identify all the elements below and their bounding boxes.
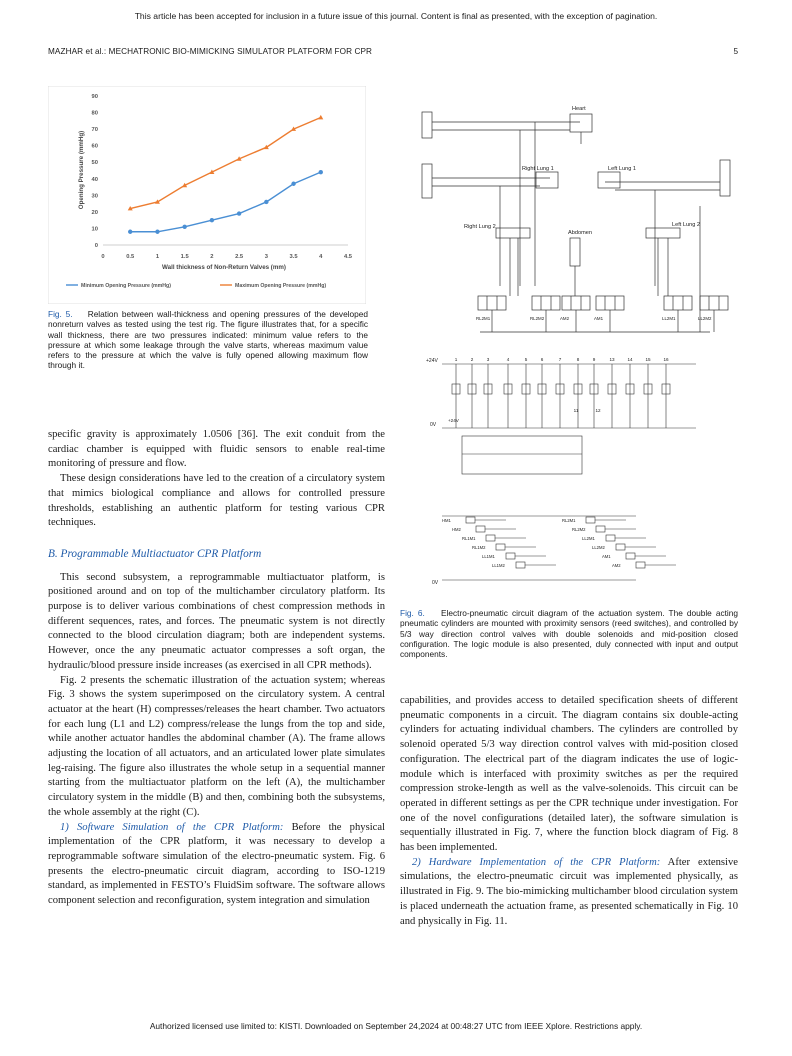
coil-label: AM1: [602, 554, 611, 559]
solenoid-coil: [516, 562, 525, 568]
valve-5-3: [664, 296, 692, 310]
paragraph-text: After extensive simulations, the electro-pneumatic circuit was implemented physically, as illustrated in Fig. 9. The bio-mimicking multichamber blood circulation system is placed underneath the actuation frame, as presented schematically in Fig. 10 and physically in Fig. 11.: [400, 856, 738, 927]
wire-number: 7: [558, 357, 562, 362]
left-lung2-cylinder: [646, 228, 680, 238]
solenoid-coil: [466, 517, 475, 523]
y-tick-label: 30: [91, 193, 98, 200]
fig5-caption: [48, 309, 368, 371]
x-tick-label: 0: [101, 254, 105, 260]
wire-number: 12: [595, 408, 601, 413]
paragraph: [48, 821, 385, 909]
subsection-heading: 2) Hardware Implementation of the CPR Platform:: [412, 856, 661, 868]
right-column: [400, 694, 738, 929]
solenoid-coil: [636, 562, 645, 568]
paragraph: Fig. 2 presents the schematic illustration of the actuation system; whereas Fig. 3 shows the system superimposed on the circulatory system. A central actuator at the heart (H) compresses/releases the heart chamber. Two actuators for each lung (L1 and L2) compress/release the lungs from the top and side, while another actuator handles the abdominal chamber (A). The frame allows adjusting the location of all actuators, and an articulated lower plate simulates leg-raising. The figure also illustrates the whole setup in a sequential manner starting from the multiactuator platform on the left (A), the multichamber circulatory system in the middle (B) and then, combining both the subsystems, the whole assembly at the right (C).: [48, 674, 385, 818]
coil-label: LL1M2: [492, 563, 505, 568]
fig5-caption-text: Relation between wall-thickness and opening pressures of the developed nonreturn valves as tested using the test rig. The figure illustrates that, for a specific wall thickness, there are two pressures indicated: minimum value refers to the pressure at which some leakage through the valve starts, whereas maximum value refers to the pressure at which the valve is fully opened allowing maximum flow through it.: [48, 309, 368, 371]
left-lung2-label: Left Lung 2: [672, 222, 700, 228]
data-point: [264, 200, 268, 204]
heart-label: Heart: [572, 106, 586, 112]
heart-cylinder: [570, 114, 592, 132]
wire-number: 9: [592, 357, 596, 362]
solenoid-coil: [606, 535, 615, 541]
coil-label: RL2M2: [572, 527, 586, 532]
valve-label: LL2M2: [698, 316, 712, 321]
v24b-label: +24V: [448, 418, 459, 423]
y-tick-label: 0: [94, 243, 98, 249]
solenoid-coil: [506, 553, 515, 559]
y-tick-label: 50: [91, 160, 98, 167]
wire-number: 13: [609, 357, 615, 362]
x-axis-label: Wall thickness of Non-Return Valves (mm): [162, 264, 286, 271]
wire-number: 16: [663, 357, 669, 362]
y-tick-label: 40: [91, 176, 98, 183]
wire-number: 2: [470, 357, 474, 362]
data-point: [182, 225, 186, 229]
subsection-heading: 1) Software Simulation of the CPR Platform:: [60, 821, 284, 833]
x-tick-label: 3.5: [289, 254, 298, 260]
wire-number: 6: [540, 357, 544, 362]
valve-5-3: [562, 296, 590, 310]
fig6-caption-text: Electro-pneumatic circuit diagram of the actuation system. The double acting pneumatic cylinders are mounted with proximity sensors (reed switches), and controlled by 5/3 way direction control valves with double solenoids and mid-position closed configuration. The logic module is also presented, duly connected with input and output components.: [400, 608, 738, 660]
footer-note: Authorized licensed use limited to: KISTI. Downloaded on September 24,2024 at 00:48:27 UTC from IEEE Xplore. Restrictions apply.: [149, 1021, 643, 1031]
fig5-line-chart: [48, 86, 366, 304]
solenoid-coil: [496, 544, 505, 550]
valve-label: AM2: [560, 316, 570, 321]
left-lung1-cylinder: [598, 172, 620, 188]
data-point: [291, 182, 295, 186]
y-tick-label: 70: [91, 127, 98, 134]
wire-number: 14: [627, 357, 633, 362]
fig6-electrical-diagram: [426, 354, 744, 598]
legend-label: Minimum Opening Pressure (mmHg): [81, 283, 171, 289]
valve-label: RL2M2: [530, 316, 545, 321]
coil-label: LL2M1: [582, 536, 595, 541]
coil-label: RL1M2: [472, 545, 486, 550]
paragraph: This second subsystem, a reprogrammable multiactuator platform, is positioned around and on top of the multichamber circulatory platform. Its purpose is to deliver various combinations of chest compression methods in different sequences, rates, and forces. The pneumatic system is not directly connected to the blood circulation diagram; both are independent systems. However, once the any pneumatic actuator compresses a soft organ, the hydraulic/blood pressure inside increases (as exercised in all CPR methods).: [48, 571, 385, 671]
right-lung1-cylinder: [536, 172, 558, 188]
wire-number: 4: [506, 357, 510, 362]
paragraph: capabilities, and provides access to detailed specification sheets of different pneumatic components in a circuit. The diagram contains six double-acting cylinders for actuating individual chambers. The cylinders are controlled by solenoid operated 5/3 way direction control valves with mid-position closed configuration. The electrical part of the diagram indicates the use of logic-module which is interfaced with proximity switches as per the required compression stroke-length as well as the valve-solenoids. This circuit can be operated in different settings as per the CPR technique under investigation. For one of the novel configurations (detailed later), the software simulation is sequentially illustrated in Fig. 7, where the function block diagram of Fig. 8 has been implemented.: [400, 695, 738, 854]
data-point: [210, 218, 214, 222]
y-tick-label: 60: [91, 143, 98, 150]
valve-label: AM1: [594, 316, 604, 321]
coil-label: HM1: [442, 518, 451, 523]
y-tick-label: 90: [91, 94, 98, 100]
x-tick-label: 3: [264, 254, 268, 260]
wire-number: 11: [573, 408, 579, 413]
x-tick-label: 4: [319, 254, 323, 260]
abdomen-label: Abdomen: [568, 230, 592, 236]
solenoid-coil: [476, 526, 485, 532]
fig5-label: Fig. 5.: [48, 309, 73, 319]
y-axis-label: Opening Pressure (mmHg): [78, 130, 85, 210]
logic-module: [462, 436, 582, 474]
coil-label: HM2: [452, 527, 461, 532]
running-head: MAZHAR et al.: MECHATRONIC BIO-MIMICKING SIMULATOR PLATFORM FOR CPR: [48, 47, 373, 56]
v0b-label: 0V: [432, 580, 439, 586]
wire-number: 15: [645, 357, 651, 362]
solenoid-coil: [486, 535, 495, 541]
paragraph: specific gravity is approximately 1.0506 [36]. The exit conduit from the cardiac chamber is equipped with fluidic sensors to enable real-time monitoring of pressure and flow.: [48, 429, 385, 470]
x-tick-label: 1.5: [180, 254, 189, 260]
wire-number: 1: [454, 357, 458, 362]
paragraph-text: Before the physical implementation of the CPR platform, it was necessary to develop a reprogrammable software simulation of the electro-pneumatic system. Fig. 6 presents the electro-pneumatic circuit diagram, according to ISO-1219 standard, as implemented in FESTO’s FluidSim software. The software allows component selection and reconfiguration, system integration and simulation: [48, 821, 385, 907]
coil-label: RL2M1: [562, 518, 576, 523]
y-tick-label: 10: [91, 226, 98, 233]
paragraph: These design considerations have led to the creation of a circulatory system that mimics biological compliance and allows for controlled pressure thresholds, establishing an authentic platform for testing various CPR techniques.: [48, 473, 385, 529]
legend-label: Maximum Opening Pressure (mmHg): [235, 283, 327, 289]
coil-label: AM2: [612, 563, 621, 568]
fig6-label: Fig. 6.: [400, 608, 425, 618]
valve-label: LL2M1: [662, 316, 676, 321]
x-tick-label: 4.5: [343, 254, 353, 260]
left-column: [48, 428, 385, 909]
right-lung1-coil-block: [422, 164, 432, 198]
v0-label: 0V: [430, 422, 437, 428]
coil-label: LL1M1: [482, 554, 495, 559]
right-lung2-cylinder: [496, 228, 530, 238]
valve-5-3: [596, 296, 624, 310]
heart-coil-block: [422, 112, 432, 138]
data-point: [155, 230, 159, 234]
right-lung1-label: Right Lung 1: [522, 166, 554, 172]
data-point: [128, 230, 132, 234]
y-tick-label: 80: [91, 110, 98, 117]
valve-5-3: [478, 296, 506, 310]
valve-label: RL2M1: [476, 316, 491, 321]
data-point: [319, 170, 323, 174]
abdomen-cylinder: [570, 238, 580, 266]
valve-5-3: [532, 296, 560, 310]
x-tick-label: 0.5: [126, 254, 135, 260]
solenoid-coil: [586, 517, 595, 523]
wire-number: 5: [524, 357, 528, 362]
section-heading: B. Programmable Multiactuator CPR Platform: [48, 547, 262, 560]
x-tick-label: 2: [210, 254, 214, 260]
coil-label: LL2M2: [592, 545, 605, 550]
acceptance-banner: This article has been accepted for inclusion in a future issue of this journal. Content is final as presented, with the exception of pagination.: [134, 11, 658, 21]
data-point: [237, 211, 241, 215]
wire-number: 8: [576, 357, 580, 362]
right-lung2-label: Right Lung 2: [464, 224, 496, 230]
solenoid-coil: [616, 544, 625, 550]
x-tick-label: 2.5: [235, 254, 244, 260]
valve-5-3: [700, 296, 728, 310]
y-tick-label: 20: [91, 209, 98, 216]
fig6-pneumatic-diagram: [400, 86, 744, 354]
coil-label: RL1M1: [462, 536, 476, 541]
v24-label: +24V: [426, 358, 438, 364]
left-lung1-label: Left Lung 1: [608, 166, 636, 172]
solenoid-coil: [596, 526, 605, 532]
page-number: 5: [733, 47, 738, 56]
paragraph: [400, 856, 738, 930]
left-lung1-coil-block: [720, 160, 730, 196]
x-tick-label: 1: [155, 254, 160, 260]
solenoid-coil: [626, 553, 635, 559]
fig6-caption: [400, 608, 738, 659]
wire-number: 3: [486, 357, 490, 362]
